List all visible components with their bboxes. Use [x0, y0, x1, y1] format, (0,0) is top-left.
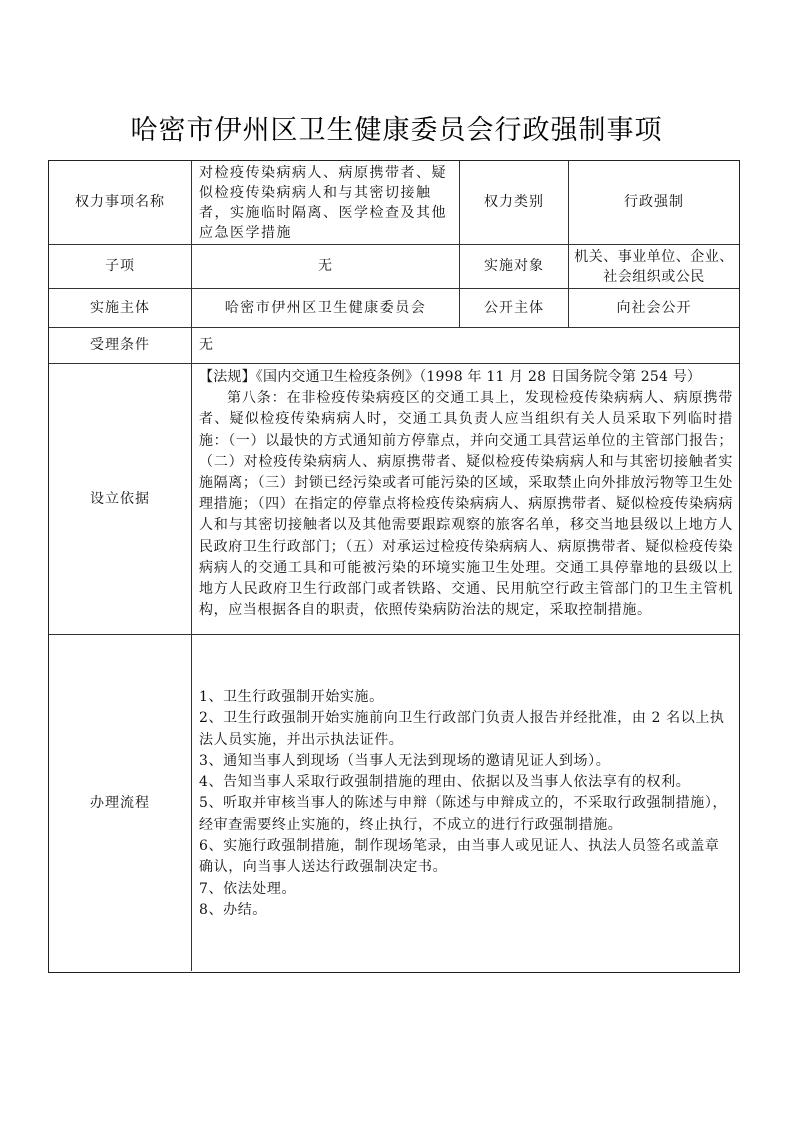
procedure-step: 7、依法处理。: [199, 880, 297, 897]
basis-label: 设立依据: [49, 364, 192, 635]
procedure-label: 办理流程: [49, 635, 192, 971]
basis-body: 第八条：在非检疫传染病疫区的交通工具上，发现检疫传染病病人、病原携带者、疑似检疫传染病病人时，交通工具负责人应当组织有关人员采取下列临时措施：（一）以最快的方式通知前方停靠点，并向交通工具营运单位的主管部门报告；（二）对检疫传染病病人、病原携带者、疑似检疫传染病病人和与其密切接触者实施隔离；（三）封锁已经污染或者可能污染的区域，采取禁止向外排放污物等卫生处理措施；（四）在指定的停靠点将检疫传染病病人、病原携带者、疑似检疫传染病病人和与其密切接触者以及其他需要跟踪观察的旅客名单，移交当地县级以上地方人民政府卫生行政部门；（五）对承运过检疫传染病病人、病原携带者、疑似检疫传染病病人的交通工具和可能被污染的环境实施卫生处理。交通工具停靠地的县级以上地方人民政府卫生行政部门或者铁路、交通、民用航空行政主管部门的卫生主管机构，应当根据各自的职责，依照传染病防治法的规定，采取控制措施。: [199, 390, 733, 619]
power-category-value: 行政强制: [569, 161, 739, 245]
page-title: 哈密市伊州区卫生健康委员会行政强制事项: [130, 115, 663, 146]
target-value: 机关、事业单位、企业、社会组织或公民: [569, 245, 739, 289]
procedure-step: 1、卫生行政强制开始实施。: [199, 689, 384, 705]
target-label: 实施对象: [460, 245, 569, 289]
power-category-label: 权力类别: [460, 161, 569, 245]
disclosure-value: 向社会公开: [569, 289, 739, 328]
procedure-step: 8、办结。: [199, 901, 267, 918]
procedure-step: 3、通知当事人到现场（当事人无法到现场的邀请见证人到场）。: [199, 752, 611, 769]
subject-value: 哈密市伊州区卫生健康委员会: [192, 289, 460, 328]
disclosure-label: 公开主体: [460, 289, 569, 328]
administrative-enforcement-table: [48, 160, 740, 973]
subject-label: 实施主体: [49, 289, 192, 328]
basis-content: [192, 364, 739, 635]
conditions-value: 无: [192, 328, 739, 364]
sub-item-label: 子项: [49, 245, 192, 289]
power-name-value: 对检疫传染病病人、病原携带者、疑似检疫传染病病人和与其密切接触者，实施临时隔离、医学检查及其他应急医学措施: [192, 161, 460, 245]
conditions-label: 受理条件: [49, 328, 192, 364]
procedure-step: 4、告知当事人采取行政强制措施的理由、依据以及当事人依法享有的权利。: [199, 774, 691, 791]
basis-heading: 【法规】《国内交通卫生检疫条例》（1998 年 11 月 28 日国务院令第 254 号）: [199, 369, 702, 385]
procedure-step: 6、实施行政强制措施，制作现场笔录，由当事人或见证人、执法人员签名或盖章确认，向当事人送达行政强制决定书。: [199, 838, 720, 876]
power-name-label: 权力事项名称: [49, 161, 192, 245]
procedure-step: 2、卫生行政强制开始实施前向卫生行政部门负责人报告并经批准，由 2 名以上执法人员实施，并出示执法证件。: [199, 710, 725, 748]
sub-item-value: 无: [192, 245, 460, 289]
procedure-content: [192, 635, 739, 971]
procedure-step: 5、听取并审核当事人的陈述与申辩（陈述与申辩成立的，不采取行政强制措施），经审查需要终止实施的，终止执行，不成立的进行行政强制措施。: [199, 795, 728, 833]
